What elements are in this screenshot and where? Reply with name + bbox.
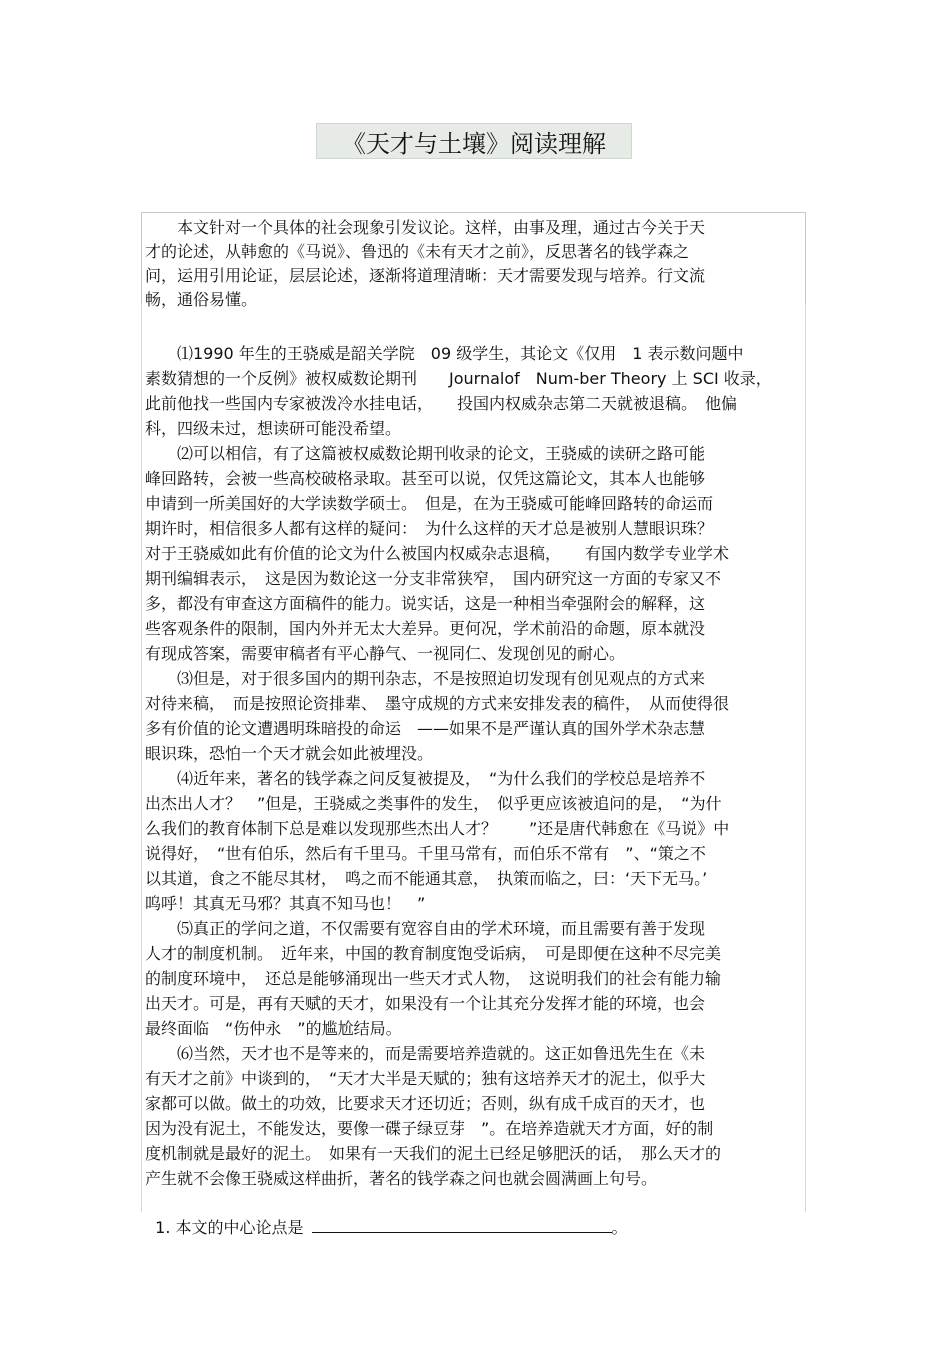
body-line: ⑸真正的学问之道，不仅需要有宽容自由的学术环境，而且需要有善于发现: [145, 919, 706, 938]
body-line: 素数猜想的一个反例》被权威数论期刊 Journalof Num-ber Theory 上 SCI 收录，: [145, 369, 772, 388]
body-line: 度机制就是最好的泥土。 如果有一天我们的泥土已经足够肥沃的话， 那么天才的: [145, 1144, 722, 1163]
body-line: 科，四级未过，想读研可能没希望。: [145, 419, 402, 438]
body-line: 对于王骁威如此有价值的论文为什么被国内权威杂志退稿， 有国内数学专业学术: [145, 544, 730, 563]
body-line: 说得好， “世有伯乐，然后有千里马。千里马常有，而伯乐不常有 ”、“策之不: [145, 844, 706, 863]
intro-line: 问，运用引用论证，层层论述，逐渐将道理清晰：天才需要发现与培养。行文流: [145, 266, 706, 285]
intro-line: 畅，通俗易懂。: [145, 290, 258, 309]
body-line: ⑹当然，天才也不是等来的，而是需要培养造就的。这正如鲁迅先生在《未: [145, 1044, 706, 1063]
body-line: 期刊编辑表示， 这是因为数论这一分支非常狭窄， 国内研究这一方面的专家又不: [145, 569, 722, 588]
body-line: 最终面临 “伤仲永 ”的尴尬结局。: [145, 1019, 402, 1038]
answer-blank[interactable]: [312, 1218, 612, 1233]
question-prompt: 1. 本文的中心论点是: [155, 1218, 304, 1237]
title-box: [316, 123, 632, 159]
intro-line: 本文针对一个具体的社会现象引发议论。这样，由事及理，通过古今关于天: [145, 218, 706, 237]
body-line: 眼识珠，恐怕一个天才就会如此被埋没。: [145, 744, 434, 763]
body-line: 峰回路转，会被一些高校破格录取。甚至可以说，仅凭这篇论文，其本人也能够: [145, 469, 706, 488]
body-line: 此前他找一些国内专家被泼冷水挂电话， 投国内权威杂志第二天就被退稿。 他偏: [145, 394, 738, 413]
body-line: ⑴1990 年生的王骁威是韶关学院 09 级学生，其论文《仅用 1 表示数问题中: [145, 344, 744, 363]
body-line: ⑷近年来，著名的钱学森之问反复被提及， “为什么我们的学校总是培养不: [145, 769, 706, 788]
body-line: 申请到一所美国好的大学读数学硕士。 但是，在为王骁威可能峰回路转的命运而: [145, 494, 714, 513]
body-line: 的制度环境中， 还总是能够涌现出一些天才式人物， 这说明我们的社会有能力输: [145, 969, 722, 988]
body-line: 有现成答案，需要审稿者有平心静气、一视同仁、发现创见的耐心。: [145, 644, 626, 663]
body-line: 出杰出人才？ ”但是，王骁威之类事件的发生， 似乎更应该被追问的是， “为什: [145, 794, 722, 813]
question-end-mark: 。: [611, 1218, 628, 1237]
body-line: 出天才。可是，再有天赋的天才，如果没有一个让其充分发挥才能的环境，也会: [145, 994, 706, 1013]
body-line: 产生就不会像王骁威这样曲折，著名的钱学森之问也就会圆满画上句号。: [145, 1169, 658, 1188]
body-line: 期许时，相信很多人都有这样的疑问： 为什么这样的天才总是被别人慧眼识珠？: [145, 519, 714, 538]
body-line: 人才的制度机制。 近年来，中国的教育制度饱受诟病， 可是即便在这种不尽完美: [145, 944, 722, 963]
body-line: 些客观条件的限制，国内外并无太大差异。更何况，学术前沿的命题，原本就没: [145, 619, 706, 638]
intro-line: 才的论述，从韩愈的《马说》、鲁迅的《未有天才之前》，反思著名的钱学森之: [145, 242, 690, 261]
body-line: 多有价值的论文遭遇明珠暗投的命运 ——如果不是严谨认真的国外学术杂志慧: [145, 719, 706, 738]
body-line: 因为没有泥土，不能发达，要像一碟子绿豆芽 ”。在培养造就天才方面，好的制: [145, 1119, 714, 1138]
body-line: 有天才之前》中谈到的， “天才大半是天赋的；独有这培养天才的泥土，似乎大: [145, 1069, 706, 1088]
body-line: 以其道，食之不能尽其材， 鸣之而不能通其意， 执策而临之，曰：‘天下无马。’: [145, 869, 708, 888]
page-title: 《天才与土壤》阅读理解: [342, 129, 606, 158]
body-line: 呜呼！其真无马邪？其真不知马也！ ”: [145, 894, 426, 913]
body-line: 对待来稿， 而是按照论资排辈、 墨守成规的方式来安排发表的稿件， 从而使得很: [145, 694, 730, 713]
body-line: 多，都没有审查这方面稿件的能力。说实话，这是一种相当牵强附会的解释，这: [145, 594, 706, 613]
question-1: [145, 1192, 628, 1237]
body-line: ⑶但是，对于很多国内的期刊杂志，不是按照迫切发现有创见观点的方式来: [145, 669, 706, 688]
body-line: 么我们的教育体制下总是难以发现那些杰出人才？ ”还是唐代韩愈在《马说》中: [145, 819, 730, 838]
body-line: ⑵可以相信，有了这篇被权威数论期刊收录的论文，王骁威的读研之路可能: [145, 444, 706, 463]
body-line: 家都可以做。做土的功效，比要求天才还切近；否则，纵有成千成百的天才，也: [145, 1094, 706, 1113]
